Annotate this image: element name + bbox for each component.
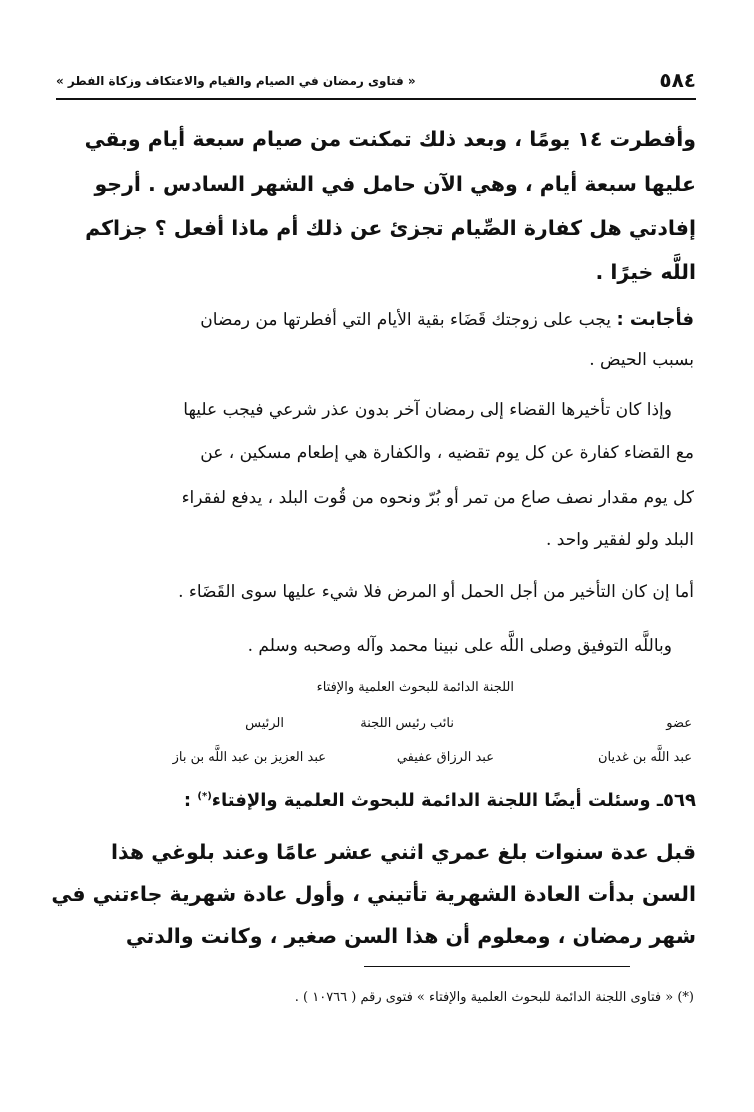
answer-lead: فأجابت : — [616, 309, 694, 330]
answer-line: وإذا كان تأخيرها القضاء إلى رمضان آخر بدون عذر شرعي فيجب عليها — [183, 400, 672, 420]
answer-first-line — [200, 309, 694, 330]
chairman-name: عبد العزيز بن عبد اللَّه بن باز — [172, 750, 326, 765]
question-heading-colon: : — [183, 790, 192, 811]
footnote-marker: (*) — [677, 990, 694, 1005]
member-name: عبد اللَّه بن غديان — [597, 750, 692, 765]
question-line: وأفطرت ١٤ يومًا ، وبعد ذلك تمكنت من صيام سبعة أيام وبقي — [84, 127, 696, 151]
footnote-marker: (*) — [197, 791, 212, 802]
question-line: اللَّه خيرًا . — [595, 260, 696, 284]
answer-line: مع القضاء كفارة عن كل يوم تقضيه ، والكفارة هي إطعام مسكين ، عن — [200, 443, 694, 463]
question-line: شهر رمضان ، ومعلوم أن هذا السن صغير ، وكانت والدتي — [125, 924, 696, 948]
answer-text: يجب على زوجتك قَضَاء بقية الأيام التي أفطرتها من رمضان — [200, 310, 612, 330]
running-title: « فتاوى رمضان في الصيام والقيام والاعتكاف وزكاة الفطر » — [56, 74, 416, 88]
deputy-title: نائب رئيس اللجنة — [360, 716, 454, 731]
committee-name: اللجنة الدائمة للبحوث العلمية والإفتاء — [316, 680, 514, 695]
footnote — [295, 990, 694, 1005]
member-title: عضو — [666, 716, 692, 731]
answer-line: بسبب الحيض . — [589, 350, 694, 370]
deputy-name: عبد الرزاق عفيفي — [396, 750, 494, 765]
answer-line: وباللَّه التوفيق وصلى اللَّه على نبينا محمد وآله وصحبه وسلم . — [247, 636, 672, 656]
answer-line: البلد ولو لفقير واحد . — [545, 530, 694, 550]
question-line: عليها سبعة أيام ، وهي الآن حامل في الشهر السادس . أرجو — [94, 172, 696, 196]
page-number: ٥٨٤ — [659, 68, 696, 92]
footnote-divider — [364, 966, 630, 967]
question-line: قبل عدة سنوات بلغ عمري اثني عشر عامًا وعند بلوغي هذا — [110, 840, 696, 864]
question-heading-text: ٥٦٩ـ وسئلت أيضًا اللجنة الدائمة للبحوث العلمية والإفتاء — [211, 790, 696, 811]
answer-line: كل يوم مقدار نصف صاع من تمر أو بُرّ ونحوه من قُوت البلد ، يدفع لفقراء — [181, 488, 694, 508]
question-line: إفادتي هل كفارة الصِّيام تجزئ عن ذلك أم ماذا أفعل ؟ جزاكم — [85, 216, 696, 240]
question-heading — [184, 790, 696, 811]
page-header — [56, 68, 696, 100]
footnote-text: « فتاوى اللجنة الدائمة للبحوث العلمية والإفتاء » فتوى رقم ( ١٠٧٦٦ ) . — [294, 990, 674, 1005]
question-line: السن بدأت العادة الشهرية تأتيني ، وأول عادة شهرية جاءتني في — [51, 882, 696, 906]
chairman-title: الرئيس — [245, 716, 284, 731]
answer-line: أما إن كان التأخير من أجل الحمل أو المرض فلا شيء عليها سوى القَضَاء . — [178, 582, 694, 602]
